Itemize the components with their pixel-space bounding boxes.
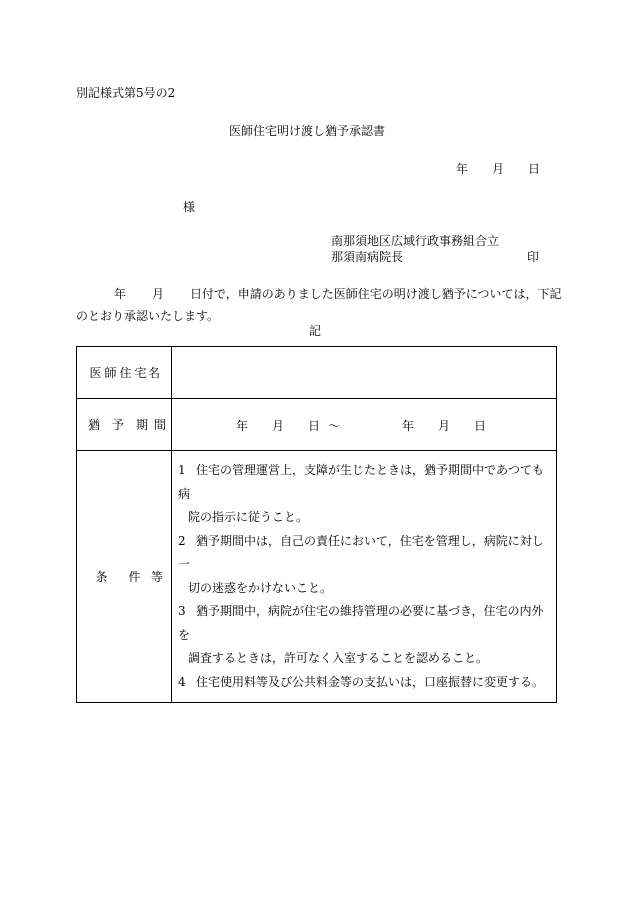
condition-item: 1 住宅の管理運営上，支障が生じたときは，猶予期間中であつても病 [178, 463, 545, 501]
approval-table [76, 346, 557, 703]
body-text: 日付で，申請のありました医師住宅の明け渡し猶予については，下記のとおり承認いたします。 [76, 287, 562, 323]
period-start-year: 年 [236, 419, 249, 433]
period-end-month: 月 [438, 419, 451, 433]
period-start-day: 日 [308, 419, 321, 433]
date-month: 月 [492, 162, 505, 176]
date-day: 日 [528, 162, 541, 176]
period-start-month: 月 [272, 419, 285, 433]
period-end-day: 日 [474, 419, 487, 433]
condition-item-cont: 調査するときは，許可なく入室することを認めること。 [188, 651, 489, 665]
table-row-residence [77, 347, 557, 399]
condition-item: 2 猶予期間中は，自己の責任において，住宅を管理し，病院に対し一 [178, 533, 544, 571]
table-row-conditions [77, 451, 557, 703]
form-number: 別記様式第5号の2 [76, 86, 176, 100]
period-end-year: 年 [402, 419, 415, 433]
addressee-suffix: 様 [183, 200, 196, 214]
issue-date [456, 161, 540, 177]
grace-period-value [172, 399, 557, 451]
issuer-name: 那須南病院長 [331, 250, 404, 264]
residence-name-value [172, 347, 557, 399]
conditions-value [172, 451, 557, 703]
seal-mark: 印 [527, 250, 540, 264]
conditions-label: 条 件 等 [77, 451, 172, 703]
body-year: 年 [114, 287, 127, 301]
body-month: 月 [152, 287, 165, 301]
period-tilde: ～ [328, 419, 341, 433]
ki-heading: 記 [309, 324, 322, 338]
condition-item: 4 住宅使用料等及び公共料金等の支払いは，口座振替に変更する。 [178, 674, 545, 689]
condition-item-cont: 院の指示に従うこと。 [188, 510, 309, 524]
condition-item: 3 猶予期間中，病院が住宅の維持管理の必要に基づき，住宅の内外を [178, 604, 544, 642]
grace-period-label: 猶 予 期 間 [77, 399, 172, 451]
residence-name-label: 医 師 住 宅 名 [77, 347, 172, 399]
body-paragraph [76, 283, 562, 327]
condition-item-cont: 切の迷惑をかけないこと。 [188, 580, 333, 595]
date-year: 年 [456, 162, 469, 176]
issuer-org: 南那須地区広域行政事務組合立 [331, 234, 500, 248]
document-title: 医師住宅明け渡し猶予承認書 [229, 124, 386, 138]
table-row-period [77, 399, 557, 451]
